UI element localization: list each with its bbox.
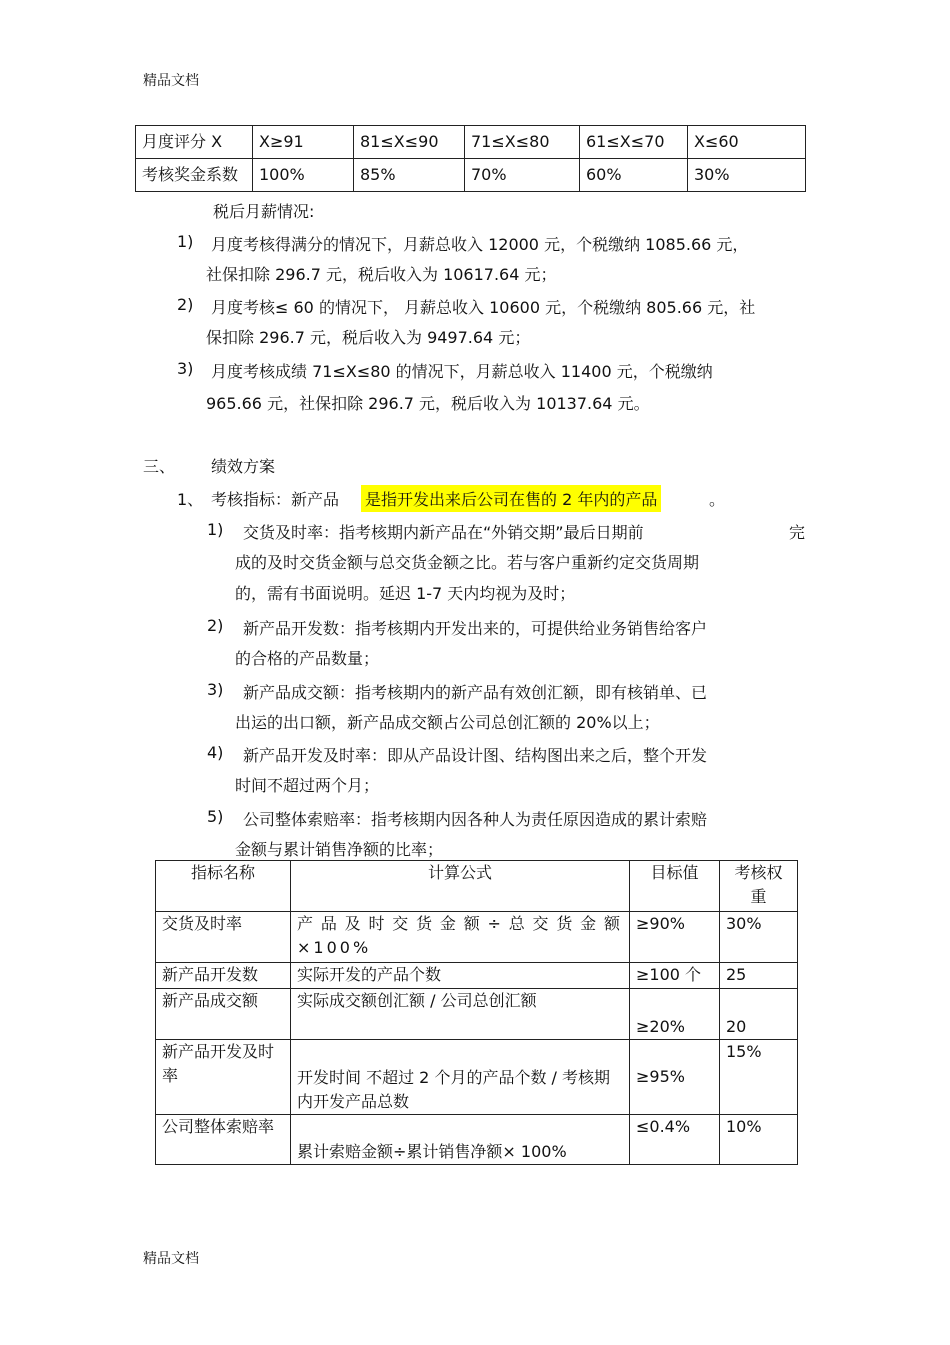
subitem-1-line: 成的及时交货金额与总交货金额之比。若与客户重新约定交货周期 <box>235 553 700 572</box>
kpi-formula-cell: 实际成交额创汇额 / 公司总创汇额 <box>291 989 630 1040</box>
table-cell: X≤60 <box>688 126 806 159</box>
table-header-row <box>156 861 798 912</box>
subitem-4-line: 新产品开发及时率：即从产品设计图、结构图出来之后，整个开发 <box>243 746 708 765</box>
section-title: 绩效方案 <box>211 457 276 476</box>
kpi-formula-cell: 累计索赔金额÷累计销售净额× 100% <box>291 1115 630 1165</box>
column-header: 指标名称 <box>156 861 291 912</box>
kpi-weight-cell: 20 <box>720 989 798 1040</box>
table-cell: 70% <box>465 159 580 192</box>
subitem-4-line: 时间不超过两个月； <box>235 776 380 795</box>
subitem-1-line-end: 完 <box>789 523 806 542</box>
page-footer: 精品文档 <box>143 1251 199 1267</box>
table-cell: 61≤X≤70 <box>580 126 688 159</box>
column-header: 目标值 <box>630 861 720 912</box>
section-number: 三、 <box>143 457 176 476</box>
salary-item-2-line: 保扣除 296.7 元，税后收入为 9497.64 元； <box>206 328 531 347</box>
table-cell: 100% <box>253 159 354 192</box>
salary-title: 税后月薪情况: <box>213 202 315 221</box>
item1-suffix: 。 <box>709 490 726 509</box>
kpi-formula-cell: 开发时间 不超过 2 个月的产品个数 / 考核期内开发产品总数 <box>291 1040 630 1115</box>
kpi-name-cell: 新产品开发及时率 <box>156 1040 291 1115</box>
kpi-table <box>155 860 798 1165</box>
table-cell: 71≤X≤80 <box>465 126 580 159</box>
salary-item-3-line: 965.66 元，社保扣除 296.7 元，税后收入为 10137.64 元。 <box>206 394 650 413</box>
table-cell: 月度评分 X <box>136 126 253 159</box>
subitem-5-line: 公司整体索赔率：指考核期内因各种人为责任原因造成的累计索赔 <box>243 810 708 829</box>
kpi-target-cell: ≤0.4% <box>630 1115 720 1165</box>
table-row <box>136 159 806 192</box>
list-number: 3) <box>177 359 194 378</box>
list-number: 2) <box>177 295 194 314</box>
table-row <box>156 912 798 963</box>
table-cell: 85% <box>354 159 465 192</box>
column-header: 考核权重 <box>720 861 798 912</box>
subitem-2-line: 新产品开发数：指考核期内开发出来的，可提供给业务销售给客户 <box>243 619 708 638</box>
list-number: 4) <box>207 743 224 762</box>
kpi-weight-cell: 25 <box>720 963 798 989</box>
kpi-target-cell: ≥20% <box>630 989 720 1040</box>
score-coefficient-table <box>135 125 806 192</box>
subitem-3-line: 新产品成交额：指考核期内的新产品有效创汇额，即有核销单、已 <box>243 683 708 702</box>
kpi-target-cell: ≥100 个 <box>630 963 720 989</box>
table-cell: 考核奖金系数 <box>136 159 253 192</box>
column-header: 计算公式 <box>291 861 630 912</box>
page-header: 精品文档 <box>143 73 199 89</box>
table-row <box>156 1040 798 1115</box>
item1-prefix: 考核指标：新产品 <box>211 490 340 509</box>
table-row <box>156 989 798 1040</box>
table-cell: 30% <box>688 159 806 192</box>
salary-item-2-line: 月度考核≤ 60 的情况下， 月薪总收入 10600 元，个税缴纳 805.66 元，社 <box>211 298 756 317</box>
table-row <box>136 126 806 159</box>
kpi-weight-cell: 15% <box>720 1040 798 1115</box>
table-cell: 81≤X≤90 <box>354 126 465 159</box>
table-cell: X≥91 <box>253 126 354 159</box>
kpi-name-cell: 交货及时率 <box>156 912 291 963</box>
list-number: 5) <box>207 807 224 826</box>
kpi-target-cell: ≥95% <box>630 1040 720 1115</box>
subitem-5-line: 金额与累计销售净额的比率； <box>235 840 444 859</box>
kpi-formula-cell: 实际开发的产品个数 <box>291 963 630 989</box>
kpi-weight-cell: 10% <box>720 1115 798 1165</box>
highlighted-definition: 是指开发出来后公司在售的 2 年内的产品 <box>361 485 661 512</box>
subitem-1-line: 的，需有书面说明。延迟 1-7 天内均视为及时； <box>235 584 576 603</box>
table-cell: 60% <box>580 159 688 192</box>
salary-item-1-line: 月度考核得满分的情况下，月薪总收入 12000 元，个税缴纳 1085.66 元， <box>211 235 749 254</box>
list-number: 2) <box>207 616 224 635</box>
kpi-formula-cell: 产品及时交货金额÷总交货金额×100% <box>291 912 630 963</box>
subitem-2-line: 的合格的产品数量； <box>235 649 380 668</box>
list-number: 3) <box>207 680 224 699</box>
kpi-name-cell: 新产品开发数 <box>156 963 291 989</box>
kpi-target-cell: ≥90% <box>630 912 720 963</box>
kpi-name-cell: 公司整体索赔率 <box>156 1115 291 1165</box>
list-number: 1) <box>207 520 224 539</box>
list-number: 1、 <box>177 490 204 509</box>
table-row <box>156 963 798 989</box>
kpi-weight-cell: 30% <box>720 912 798 963</box>
salary-item-1-line: 社保扣除 296.7 元，税后收入为 10617.64 元； <box>206 265 557 284</box>
kpi-name-cell: 新产品成交额 <box>156 989 291 1040</box>
table-row <box>156 1115 798 1165</box>
salary-item-3-line: 月度考核成绩 71≤X≤80 的情况下，月薪总收入 11400 元，个税缴纳 <box>211 362 713 381</box>
subitem-1-line: 交货及时率：指考核期内新产品在“外销交期”最后日期前 <box>243 523 644 542</box>
list-number: 1) <box>177 232 194 251</box>
subitem-3-line: 出运的出口额，新产品成交额占公司总创汇额的 20%以上； <box>235 713 660 732</box>
